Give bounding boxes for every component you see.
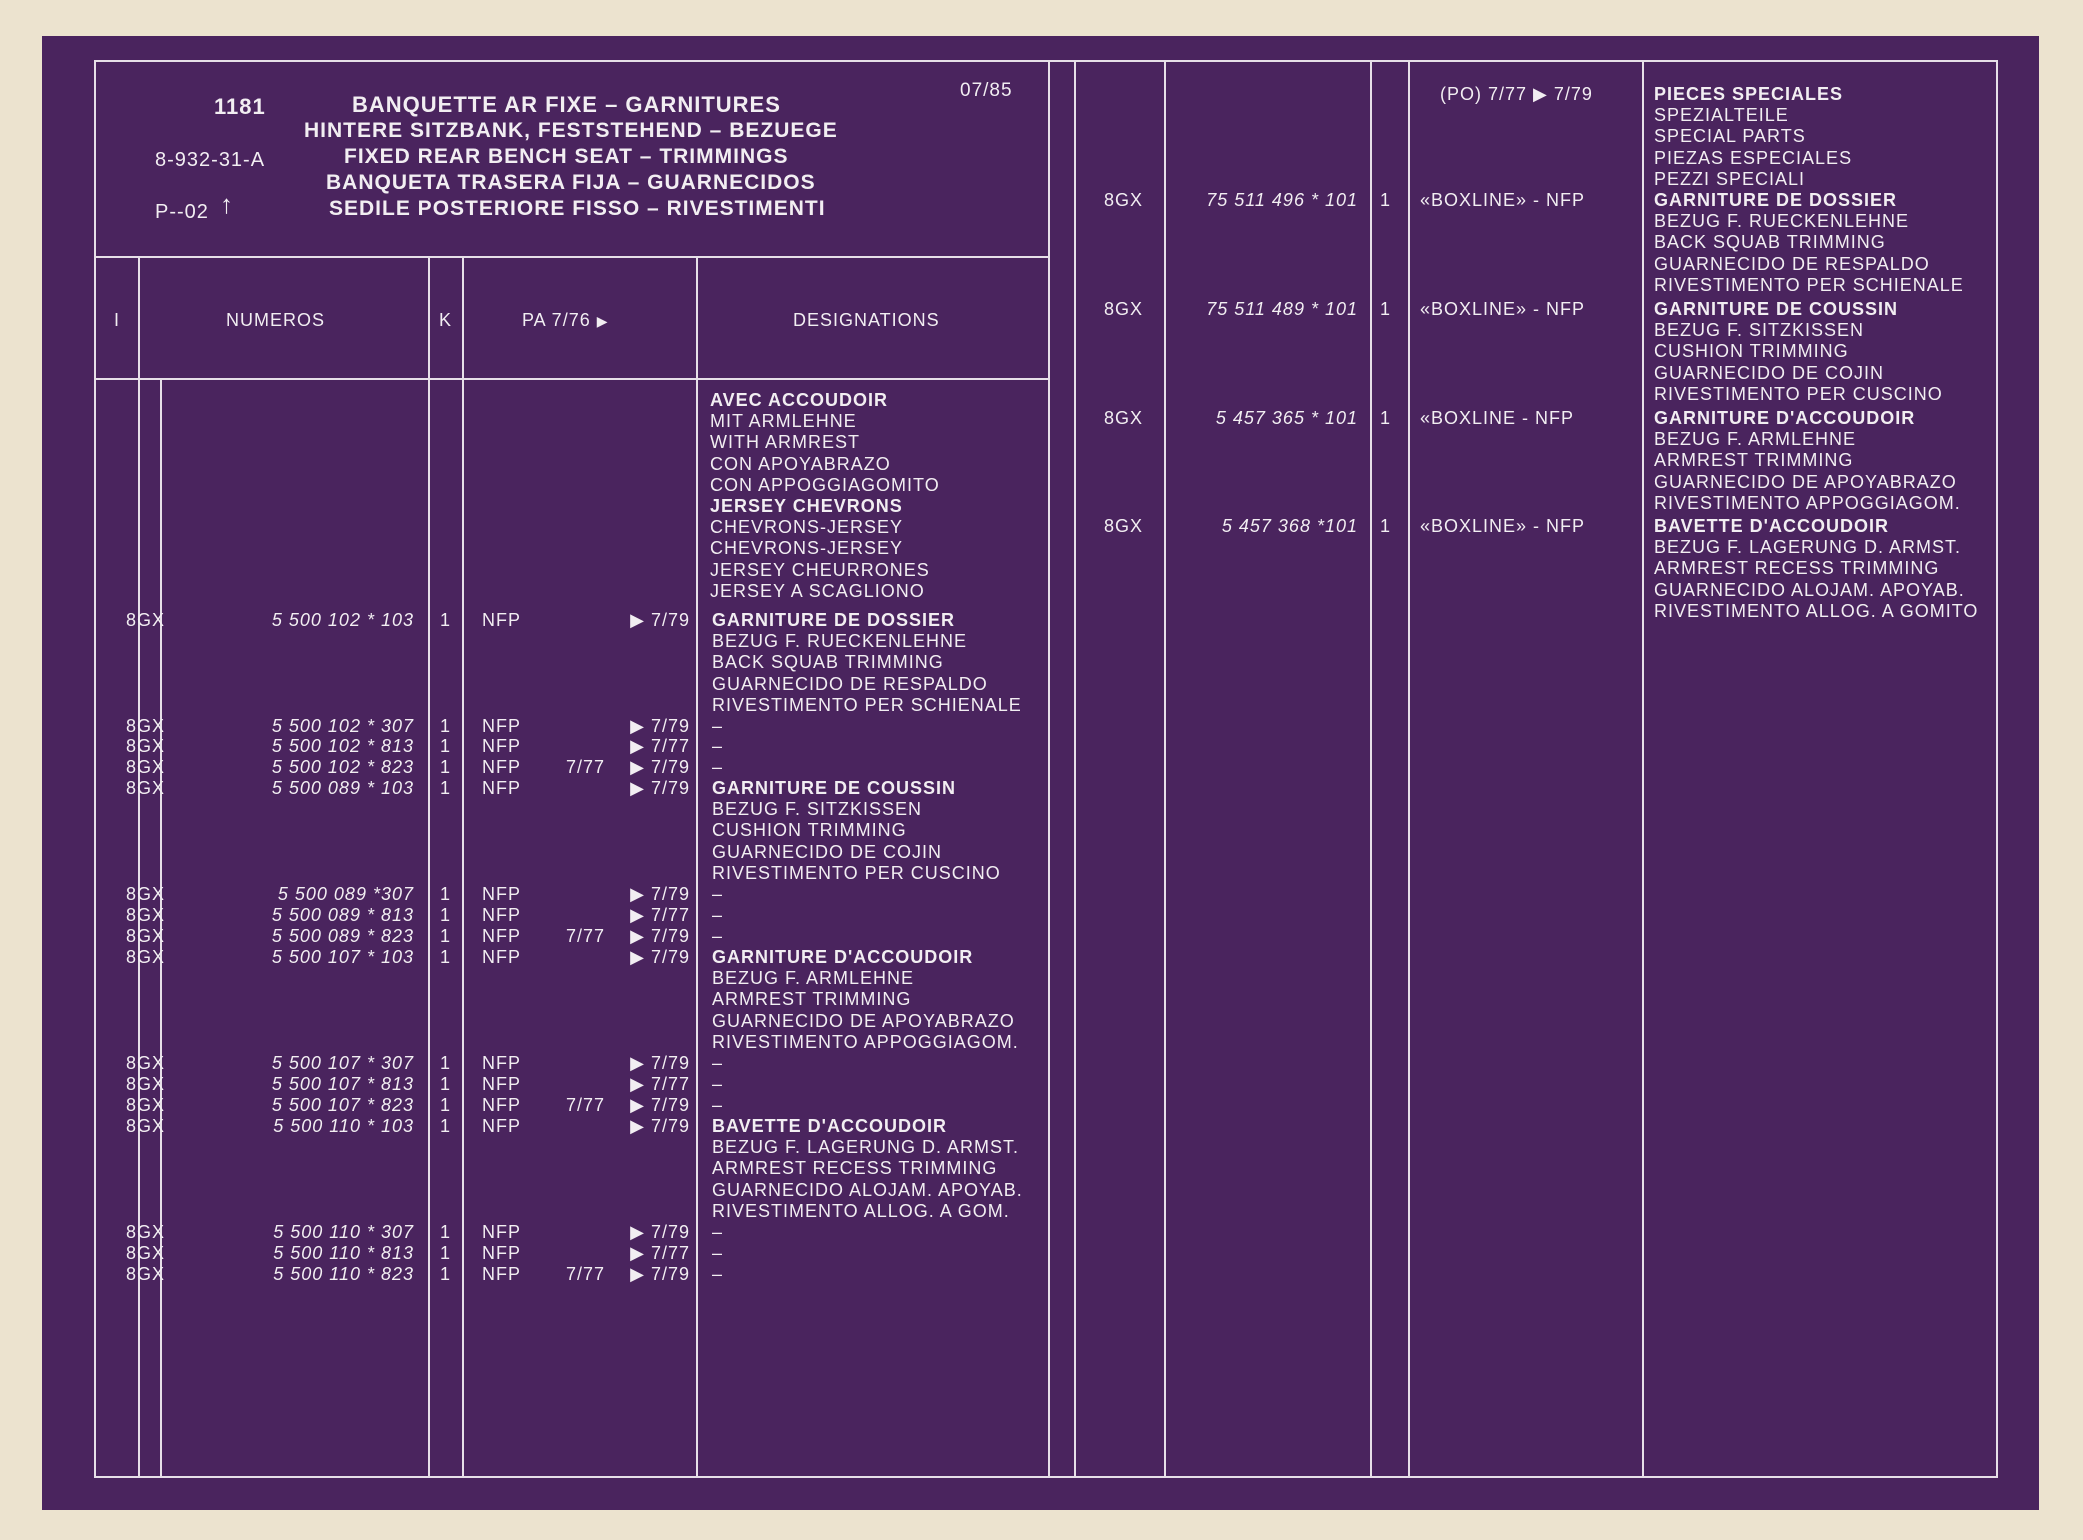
date-to: ▶ 7/79 (630, 610, 690, 630)
designation-line: RIVESTIMENTO APPOGGIAGOM. (712, 1031, 1019, 1052)
part-number: 5 500 102 * 823 (271, 757, 414, 777)
date-to: ▶ 7/79 (630, 778, 690, 798)
row-code: 8GX (1104, 299, 1144, 319)
row-code: 8GX (126, 716, 166, 736)
quantity-k: 1 (440, 716, 452, 736)
part-number: 75 511 496 * 101 (1206, 190, 1358, 210)
date-to: ▶ 7/79 (630, 884, 690, 904)
part-number: 5 500 107 * 103 (271, 947, 414, 967)
pa-status: «BOXLINE» - NFP (1420, 190, 1586, 210)
designation-heading: BAVETTE D'ACCOUDOIR (1654, 516, 1889, 536)
designation-line: ARMREST TRIMMING (1654, 450, 1854, 471)
designation-line: CUSHION TRIMMING (712, 820, 907, 841)
part-number: 5 500 102 * 103 (271, 610, 414, 630)
row-code: 8GX (126, 884, 166, 904)
row-code: 8GX (126, 757, 166, 777)
title-it: SEDILE POSTERIORE FISSO – RIVESTIMENTI (329, 197, 826, 220)
pa-status: NFP (482, 1116, 521, 1136)
designation-line: BEZUG F. RUECKENLEHNE (712, 631, 968, 652)
pa-status: NFP (482, 736, 521, 756)
column-divider (696, 256, 698, 1478)
designation-heading: GARNITURE D'ACCOUDOIR (712, 947, 974, 967)
title-de: HINTERE SITZBANK, FESTSTEHEND – BEZUEGE (304, 119, 838, 142)
quantity-k: 1 (440, 905, 452, 925)
designation-line: BACK SQUAB TRIMMING (712, 652, 944, 673)
designation-heading: – (712, 926, 724, 946)
pa-status: NFP (482, 884, 521, 904)
part-number: 5 500 102 * 307 (271, 716, 414, 736)
designation-line: CHEVRONS-JERSEY (710, 538, 904, 559)
pa-status: NFP (482, 1264, 521, 1284)
pa-status: NFP (482, 778, 521, 798)
designation-line: RIVESTIMENTO PER CUSCINO (712, 862, 1001, 883)
designation-line: RIVESTIMENTO ALLOG. A GOMITO (1654, 600, 1979, 621)
part-number: 75 511 489 * 101 (1206, 299, 1358, 319)
designation-heading: GARNITURE DE COUSSIN (1654, 299, 1899, 319)
col-header-numeros: NUMEROS (226, 310, 326, 330)
date-from: 7/77 (566, 1264, 606, 1284)
pa-status: «BOXLINE» - NFP (1420, 299, 1586, 319)
designation-line: BACK SQUAB TRIMMING (1654, 232, 1886, 253)
designation-heading: – (712, 884, 724, 904)
section-divider-left (1048, 60, 1050, 1478)
designation-line: ARMREST TRIMMING (712, 989, 912, 1010)
row-code: 8GX (126, 1116, 166, 1136)
quantity-k: 1 (440, 1264, 452, 1284)
quantity-k: 1 (440, 757, 452, 777)
pa-status: NFP (482, 610, 521, 630)
section-heading: JERSEY CHEVRONS (710, 496, 903, 516)
pa-status: NFP (482, 716, 521, 736)
quantity-k: 1 (440, 884, 452, 904)
quantity-k: 1 (440, 1074, 452, 1094)
date-from: 7/77 (566, 757, 606, 777)
designation-heading: – (712, 1074, 724, 1094)
designation-line: RIVESTIMENTO PER SCHIENALE (712, 694, 1022, 715)
designation-line: GUARNECIDO ALOJAM. APOYAB. (712, 1179, 1023, 1200)
pa-status: «BOXLINE» - NFP (1420, 516, 1586, 536)
designation-line: BEZUG F. SITZKISSEN (712, 799, 923, 820)
column-divider (138, 256, 140, 1478)
part-number: 5 500 102 * 813 (271, 736, 414, 756)
designation-line: RIVESTIMENTO PER CUSCINO (1654, 383, 1943, 404)
designation-line: RIVESTIMENTO APPOGGIAGOM. (1654, 492, 1961, 513)
part-number: 5 500 110 * 307 (273, 1222, 414, 1242)
pa-status: NFP (482, 926, 521, 946)
designation-heading: – (712, 716, 724, 736)
designation-line: BEZUG F. ARMLEHNE (1654, 429, 1857, 450)
designation-heading: GARNITURE DE DOSSIER (1654, 190, 1898, 210)
designation-heading: BAVETTE D'ACCOUDOIR (712, 1116, 947, 1136)
designation-heading: – (712, 1243, 724, 1263)
designation-line: WITH ARMREST (710, 432, 860, 453)
row-code: 8GX (1104, 190, 1144, 210)
quantity-k: 1 (440, 1116, 452, 1136)
header-divider (94, 256, 1048, 258)
part-number: 5 457 365 * 101 (1215, 408, 1358, 428)
row-code: 8GX (1104, 408, 1144, 428)
designation-line: GUARNECIDO ALOJAM. APOYAB. (1654, 579, 1965, 600)
date-from: 7/77 (566, 1095, 606, 1115)
row-code: 8GX (126, 1053, 166, 1073)
designation-line: BEZUG F. SITZKISSEN (1654, 320, 1865, 341)
pa-status: NFP (482, 1053, 521, 1073)
designation-heading: GARNITURE D'ACCOUDOIR (1654, 408, 1916, 428)
title-en: FIXED REAR BENCH SEAT – TRIMMINGS (344, 145, 789, 168)
date-to: ▶ 7/77 (630, 905, 690, 925)
designation-line: MIT ARMLEHNE (710, 411, 857, 432)
designation-line: JERSEY CHEURRONES (710, 559, 930, 580)
designation-line: PEZZI SPECIALI (1654, 168, 1806, 189)
designation-line: BEZUG F. LAGERUNG D. ARMST. (1654, 537, 1962, 558)
quantity-k: 1 (440, 1053, 452, 1073)
quantity-k: 1 (440, 610, 452, 630)
column-divider (1642, 60, 1644, 1478)
date-to: ▶ 7/79 (630, 1095, 690, 1115)
date-to: ▶ 7/79 (630, 1222, 690, 1242)
part-number: 5 500 107 * 823 (271, 1095, 414, 1115)
designation-line: CON APOYABRAZO (710, 453, 891, 474)
pa-status: NFP (482, 757, 521, 777)
section-heading: AVEC ACCOUDOIR (710, 390, 889, 410)
designation-heading: – (712, 1053, 724, 1073)
designation-heading: – (712, 1095, 724, 1115)
column-divider (428, 256, 430, 1478)
designation-line: CUSHION TRIMMING (1654, 341, 1849, 362)
part-number: 5 500 089 *307 (277, 884, 414, 904)
date-to: ▶ 7/79 (630, 1116, 690, 1136)
period-range: (PO) 7/77 ▶ 7/79 (1440, 84, 1593, 104)
column-divider (462, 256, 464, 1478)
pa-status: NFP (482, 1243, 521, 1263)
row-code: 8GX (126, 1222, 166, 1242)
row-code: 8GX (126, 905, 166, 925)
designation-line: RIVESTIMENTO ALLOG. A GOM. (712, 1200, 1010, 1221)
date-to: ▶ 7/77 (630, 1243, 690, 1263)
designation-line: GUARNECIDO DE COJIN (1654, 362, 1885, 383)
row-code: 8GX (126, 1074, 166, 1094)
quantity-k: 1 (440, 778, 452, 798)
part-number: 5 457 368 *101 (1221, 516, 1358, 536)
pa-arrow-icon: ▶ (596, 313, 609, 329)
column-divider (1164, 60, 1166, 1478)
designation-heading: – (712, 736, 724, 756)
designation-line: SPEZIALTEILE (1654, 105, 1789, 126)
designation-line: BEZUG F. RUECKENLEHNE (1654, 211, 1910, 232)
designation-line: GUARNECIDO DE RESPALDO (1654, 253, 1930, 274)
date-to: ▶ 7/79 (630, 947, 690, 967)
designation-line: GUARNECIDO DE RESPALDO (712, 673, 988, 694)
designation-line: CHEVRONS-JERSEY (710, 517, 904, 538)
part-number: 5 500 107 * 813 (271, 1074, 414, 1094)
column-header-divider (94, 378, 1048, 380)
quantity-k: 1 (440, 1095, 452, 1115)
quantity-k: 1 (1380, 408, 1392, 428)
quantity-k: 1 (1380, 516, 1392, 536)
designation-line: CON APPOGGIAGOMITO (710, 474, 940, 495)
part-number: 5 500 107 * 307 (271, 1053, 414, 1073)
designation-line: BEZUG F. LAGERUNG D. ARMST. (712, 1137, 1020, 1158)
designation-line: JERSEY A SCAGLIONO (710, 580, 925, 601)
microfiche-slide (42, 36, 2039, 1510)
pa-status: NFP (482, 947, 521, 967)
part-number: 5 500 110 * 813 (273, 1243, 414, 1263)
pa-status: NFP (482, 1222, 521, 1242)
date-from: 7/77 (566, 926, 606, 946)
date-to: ▶ 7/79 (630, 926, 690, 946)
quantity-k: 1 (440, 926, 452, 946)
quantity-k: 1 (1380, 299, 1392, 319)
section-divider-right (1074, 60, 1076, 1478)
part-code: 8-932-31-A (155, 149, 266, 171)
title-es: BANQUETA TRASERA FIJA – GUARNECIDOS (326, 171, 816, 194)
quantity-k: 1 (440, 736, 452, 756)
designation-heading: GARNITURE DE DOSSIER (712, 610, 956, 630)
part-number: 5 500 110 * 103 (273, 1116, 414, 1136)
row-code: 8GX (126, 1095, 166, 1115)
date-to: ▶ 7/77 (630, 736, 690, 756)
col-header-designations: DESIGNATIONS (793, 310, 940, 330)
column-divider (1370, 60, 1372, 1478)
quantity-k: 1 (440, 1243, 452, 1263)
row-code: 8GX (126, 610, 166, 630)
up-arrow-icon: ↑ (220, 189, 234, 219)
col-header-pa: PA 7/76 ▶ (522, 310, 609, 330)
quantity-k: 1 (440, 947, 452, 967)
row-code: 8GX (126, 1243, 166, 1263)
title-fr: BANQUETTE AR FIXE – GARNITURES (352, 92, 781, 117)
date-to: ▶ 7/79 (630, 757, 690, 777)
designation-line: GUARNECIDO DE APOYABRAZO (1654, 471, 1957, 492)
pa-status: NFP (482, 1095, 521, 1115)
part-number: 5 500 089 * 813 (271, 905, 414, 925)
col-header-k: K (439, 310, 453, 330)
date-to: ▶ 7/77 (630, 1074, 690, 1094)
designation-line: ARMREST RECESS TRIMMING (1654, 558, 1940, 579)
designation-line: SPECIAL PARTS (1654, 126, 1806, 147)
designation-heading: – (712, 757, 724, 777)
date-to: ▶ 7/79 (630, 1053, 690, 1073)
row-code: 8GX (1104, 516, 1144, 536)
pa-status: NFP (482, 1074, 521, 1094)
date-to: ▶ 7/79 (630, 1264, 690, 1284)
date-code: 07/85 (960, 80, 1013, 101)
designation-heading: – (712, 1264, 724, 1284)
part-number: 5 500 089 * 103 (271, 778, 414, 798)
pa-status: «BOXLINE - NFP (1420, 408, 1575, 428)
part-number: 5 500 110 * 823 (273, 1264, 414, 1284)
date-to: ▶ 7/79 (630, 716, 690, 736)
row-code: 8GX (126, 926, 166, 946)
column-divider (1408, 60, 1410, 1478)
ref-number: 1181 (214, 94, 266, 119)
quantity-k: 1 (440, 1222, 452, 1242)
designation-line: BEZUG F. ARMLEHNE (712, 968, 915, 989)
designation-heading: – (712, 905, 724, 925)
designation-line: GUARNECIDO DE COJIN (712, 841, 943, 862)
designation-line: ARMREST RECESS TRIMMING (712, 1158, 998, 1179)
col-header-i: I (114, 310, 121, 330)
pa-status: NFP (482, 905, 521, 925)
designation-line: GUARNECIDO DE APOYABRAZO (712, 1010, 1015, 1031)
row-code: 8GX (126, 947, 166, 967)
designation-line: PIEZAS ESPECIALES (1654, 147, 1853, 168)
row-code: 8GX (126, 778, 166, 798)
row-code: 8GX (126, 1264, 166, 1284)
part-number: 5 500 089 * 823 (271, 926, 414, 946)
designation-line: RIVESTIMENTO PER SCHIENALE (1654, 274, 1964, 295)
quantity-k: 1 (1380, 190, 1392, 210)
page-code: P--02 (155, 201, 209, 223)
section-heading: PIECES SPECIALES (1654, 84, 1844, 104)
designation-heading: GARNITURE DE COUSSIN (712, 778, 957, 798)
row-code: 8GX (126, 736, 166, 756)
designation-heading: – (712, 1222, 724, 1242)
